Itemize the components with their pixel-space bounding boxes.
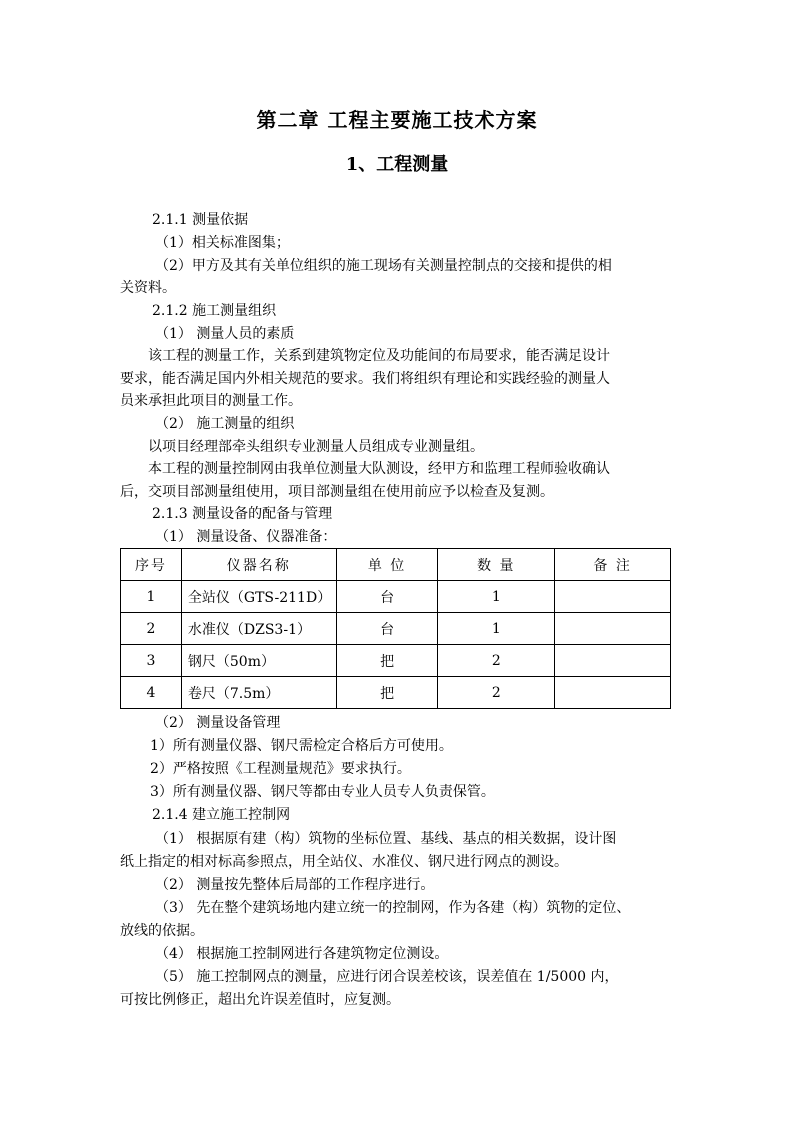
- paragraph-line: 以项目经理部牵头组织专业测量人员组成专业测量组。: [148, 439, 484, 455]
- paragraph-line: （5） 施工控制网点的测量，应进行闭合误差校该，误差值在 1/5000 内，: [155, 969, 619, 985]
- paragraph-line: （2）甲方及其有关单位组织的施工现场有关测量控制点的交接和提供的相: [155, 258, 612, 274]
- cell-remark: [555, 613, 671, 645]
- section-title: 1、工程测量: [345, 154, 449, 175]
- cell-index: 3: [121, 645, 182, 677]
- cell-name: 钢尺（50m）: [181, 645, 336, 677]
- cell-index: 1: [121, 581, 182, 613]
- paragraph-line: 要求，能否满足国内外相关规范的要求。我们将组织有理论和实践经验的测量人: [120, 371, 610, 387]
- paragraph-line: 员来承担此项目的测量工作。: [120, 393, 302, 409]
- header-index: 序号: [121, 549, 182, 581]
- cell-remark: [555, 645, 671, 677]
- cell-quantity: 1: [438, 581, 555, 613]
- paragraph-line: 该工程的测量工作，关系到建筑物定位及功能间的布局要求，能否满足设计: [148, 348, 610, 364]
- cell-unit: 台: [336, 613, 438, 645]
- paragraph-line: 关资料。: [120, 280, 176, 296]
- cell-index: 2: [121, 613, 182, 645]
- paragraph-line: （3） 先在整个建筑场地内建立统一的控制网，作为各建（构）筑物的定位、: [155, 900, 631, 916]
- table-row: [121, 613, 671, 645]
- paragraph-line: 纸上指定的相对标高参照点，用全站仪、水准仪、钢尺进行网点的测设。: [120, 854, 568, 870]
- paragraph-line: 3）所有测量仪器、钢尺等都由专业人员专人负责保管。: [150, 784, 495, 800]
- paragraph-line: （2） 测量按先整体后局部的工作程序进行。: [155, 877, 435, 893]
- header-name: 仪器名称: [181, 549, 336, 581]
- header-unit: 单 位: [336, 549, 438, 581]
- chapter-title: 第二章 工程主要施工技术方案: [256, 108, 538, 132]
- paragraph-line: 本工程的测量控制网由我单位测量大队测设，经甲方和监理工程师验收确认: [148, 461, 610, 477]
- paragraph-line: （1）相关标准图集；: [155, 235, 290, 251]
- paragraph-line: （1） 根据原有建（构）筑物的坐标位置、基线、基点的相关数据，设计图: [155, 831, 617, 847]
- cell-name: 卷尺（7.5m）: [181, 677, 336, 709]
- cell-name: 全站仪（GTS-211D）: [181, 581, 336, 613]
- table-row: [121, 645, 671, 677]
- cell-unit: 把: [336, 645, 438, 677]
- cell-remark: [555, 581, 671, 613]
- cell-quantity: 1: [438, 613, 555, 645]
- heading-2-1-2: 2.1.2 施工测量组织: [152, 303, 277, 319]
- cell-remark: [555, 677, 671, 709]
- paragraph-line: 可按比例修正，超出允许误差值时，应复测。: [120, 992, 400, 1008]
- paragraph-line: 后，交项目部测量组使用，项目部测量组在使用前应予以检查及复测。: [120, 484, 554, 500]
- table-row: [121, 581, 671, 613]
- cell-index: 4: [121, 677, 182, 709]
- paragraph-line: （1） 测量设备、仪器准备：: [155, 529, 337, 545]
- heading-2-1-1: 2.1.1 测量依据: [152, 212, 249, 228]
- paragraph-line: （2） 施工测量的组织: [155, 416, 295, 432]
- table-row: [121, 677, 671, 709]
- paragraph-line: （4） 根据施工控制网进行各建筑物定位测设。: [155, 946, 449, 962]
- paragraph-line: （2） 测量设备管理: [155, 715, 281, 731]
- header-remark: 备 注: [555, 549, 671, 581]
- header-quantity: 数 量: [438, 549, 555, 581]
- cell-name: 水准仪（DZS3-1）: [181, 613, 336, 645]
- cell-unit: 台: [336, 581, 438, 613]
- paragraph-line: 1）所有测量仪器、钢尺需检定合格后方可使用。: [150, 738, 453, 754]
- paragraph-line: 放线的依据。: [120, 923, 204, 939]
- cell-quantity: 2: [438, 645, 555, 677]
- table-header-row: [121, 549, 671, 581]
- cell-quantity: 2: [438, 677, 555, 709]
- heading-2-1-3: 2.1.3 测量设备的配备与管理: [152, 506, 333, 522]
- cell-unit: 把: [336, 677, 438, 709]
- heading-2-1-4: 2.1.4 建立施工控制网: [152, 807, 291, 823]
- paragraph-line: 2）严格按照《工程测量规范》要求执行。: [150, 761, 411, 777]
- paragraph-line: （1） 测量人员的素质: [155, 326, 295, 342]
- equipment-table: [120, 548, 671, 709]
